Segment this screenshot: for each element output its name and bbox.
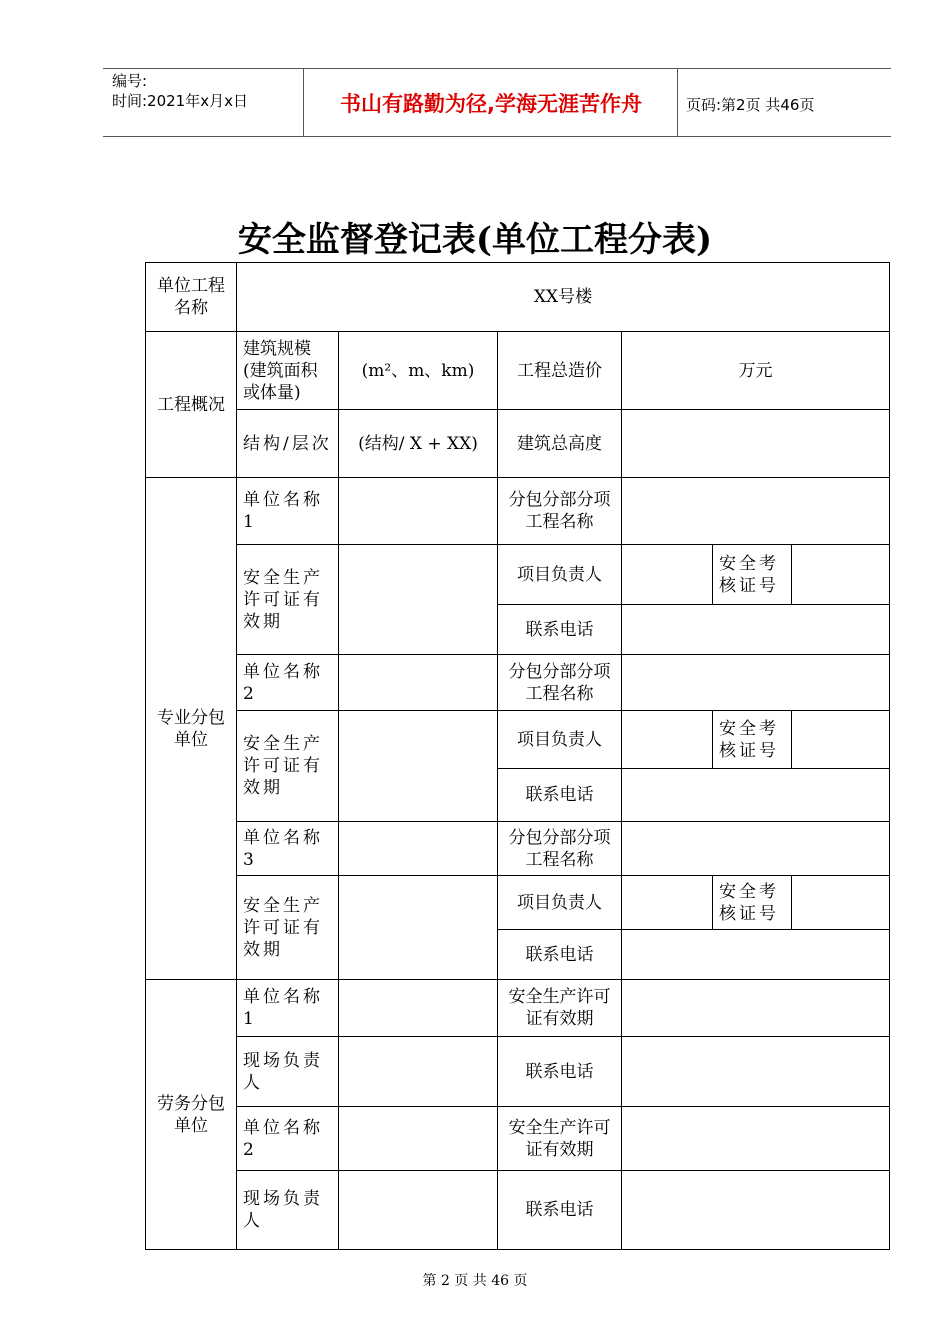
- unit-name-label: 单位名称1: [237, 478, 339, 545]
- sub-project-value: [622, 655, 890, 711]
- unit-name-label: 单位名称2: [237, 655, 339, 711]
- header-top-rule: [103, 68, 891, 69]
- site-manager-label: 现场负责人: [237, 1037, 339, 1107]
- table-row: [146, 1171, 890, 1250]
- table-row: [146, 1037, 890, 1107]
- site-manager-value: [339, 1037, 498, 1107]
- table-row: [146, 478, 890, 545]
- cert-value: [792, 711, 890, 769]
- phone-value: [622, 1037, 890, 1107]
- registration-table: [145, 262, 890, 1250]
- total-cost-unit: 万元: [622, 332, 890, 410]
- structure-label: 结构/层次: [237, 410, 339, 478]
- license-value: [339, 545, 498, 655]
- special-subcontractor-label: 专业分包单位: [146, 478, 237, 980]
- table-row: [146, 822, 890, 876]
- sub-project-label: 分包分部分项工程名称: [498, 478, 622, 545]
- site-manager-value: [339, 1171, 498, 1250]
- site-manager-label: 现场负责人: [237, 1171, 339, 1250]
- table-row: [146, 1107, 890, 1171]
- table-row: [146, 980, 890, 1037]
- sub-project-label: 分包分部分项工程名称: [498, 655, 622, 711]
- license-value: [339, 876, 498, 980]
- labor-subcontractor-label: 劳务分包单位: [146, 980, 237, 1250]
- total-cost-label: 工程总造价: [498, 332, 622, 410]
- license-label: 安全生产许可证有效期: [498, 1107, 622, 1171]
- unit-name-value: [339, 655, 498, 711]
- table-row: [146, 655, 890, 711]
- phone-label: 联系电话: [498, 769, 622, 822]
- header-number: 编号:: [112, 72, 148, 90]
- license-value: [622, 980, 890, 1037]
- sub-project-value: [622, 822, 890, 876]
- height-label: 建筑总高度: [498, 410, 622, 478]
- sub-project-label: 分包分部分项工程名称: [498, 822, 622, 876]
- project-name-label: 单位工程名称: [146, 263, 237, 332]
- cert-value: [792, 545, 890, 605]
- page-footer: 第 2 页 共 46 页: [422, 1273, 528, 1289]
- header-bottom-rule: [103, 136, 891, 137]
- unit-name-value: [339, 478, 498, 545]
- unit-name-label: 单位名称3: [237, 822, 339, 876]
- cert-label: 安全考核证号: [713, 545, 792, 605]
- cert-label: 安全考核证号: [713, 711, 792, 769]
- table-row: [146, 410, 890, 478]
- phone-label: 联系电话: [498, 930, 622, 980]
- license-label: 安全生产许可证有效期: [237, 711, 339, 822]
- project-name-value: XX号楼: [237, 263, 890, 332]
- license-value: [622, 1107, 890, 1171]
- phone-label: 联系电话: [498, 1037, 622, 1107]
- structure-value: (结构/ X + XX): [339, 410, 498, 478]
- manager-value: [622, 711, 713, 769]
- unit-name-value: [339, 822, 498, 876]
- table-row: [146, 545, 890, 605]
- phone-label: 联系电话: [498, 1171, 622, 1250]
- table-row: [146, 711, 890, 769]
- phone-value: [622, 769, 890, 822]
- overview-label: 工程概况: [146, 332, 237, 478]
- table-row: [146, 332, 890, 410]
- table-row: [146, 876, 890, 930]
- unit-name-value: [339, 980, 498, 1037]
- phone-label: 联系电话: [498, 605, 622, 655]
- license-label: 安全生产许可证有效期: [237, 545, 339, 655]
- height-value: [622, 410, 890, 478]
- manager-label: 项目负责人: [498, 876, 622, 930]
- license-label: 安全生产许可证有效期: [498, 980, 622, 1037]
- phone-value: [622, 930, 890, 980]
- scale-unit: (m²、m、km): [339, 332, 498, 410]
- manager-label: 项目负责人: [498, 711, 622, 769]
- license-value: [339, 711, 498, 822]
- unit-name-value: [339, 1107, 498, 1171]
- scale-label: 建筑规模(建筑面积或体量): [237, 332, 339, 410]
- header-motto: 书山有路勤为径,学海无涯苦作舟: [340, 92, 642, 116]
- document-title: 安全监督登记表(单位工程分表): [237, 220, 713, 260]
- license-label: 安全生产许可证有效期: [237, 876, 339, 980]
- phone-value: [622, 605, 890, 655]
- cert-value: [792, 876, 890, 930]
- unit-name-label: 单位名称1: [237, 980, 339, 1037]
- table-row: [146, 263, 890, 332]
- manager-label: 项目负责人: [498, 545, 622, 605]
- cert-label: 安全考核证号: [713, 876, 792, 930]
- header-page: 页码:第2页 共46页: [686, 96, 815, 114]
- header-time: 时间:2021年x月x日: [112, 92, 248, 110]
- unit-name-label: 单位名称2: [237, 1107, 339, 1171]
- manager-value: [622, 545, 713, 605]
- manager-value: [622, 876, 713, 930]
- sub-project-value: [622, 478, 890, 545]
- phone-value: [622, 1171, 890, 1250]
